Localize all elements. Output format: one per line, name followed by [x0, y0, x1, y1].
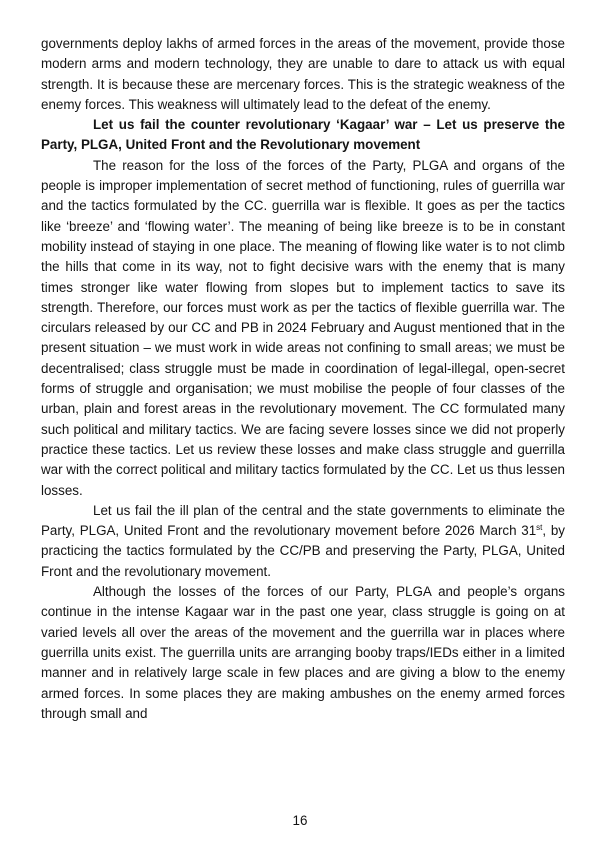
paragraph-text: Let us fail the ill plan of the central and the state governments to eliminate the Party, PLGA, United Front and the revolutionary movement before 2026 March 31 — [41, 502, 565, 539]
ordinal-superscript: st — [536, 523, 543, 533]
body-paragraph: Although the losses of the forces of our Party, PLGA and people’s organs continue in the intense Kagaar war in the past one year, class struggle is going on at varied levels all over the areas of the movement and the guerrilla war in places where guerrilla units exist. The guerrilla units are arranging booby traps/IEDs either in a limited manner and in relatively large scale in few places and are giving a blow to the enemy armed forces. In some places they are making ambushes on the enemy armed forces through small and — [41, 584, 565, 721]
paragraph-text: , by practicing the tactics formulated by the CC/PB and preserving the Party, PLGA, United Front and the revolutionary movement. — [41, 523, 565, 579]
body-paragraph: The reason for the loss of the forces of the Party, PLGA and organs of the people is improper implementation of secret method of functioning, rules of guerrilla war and the tactics formulated by the CC. guerrilla war is flexible. It goes as per the tactics like ‘breeze’ and ‘flowing water’. The meaning of being like breeze is to be in constant mobility instead of staying in one place. The meaning of flowing like water is to not climb the hills that come in its way, not to fight decisive wars with the enemy that is many times stronger like water flowing from slopes but to implement tactics to save its strength. Therefore, our forces must work as per the tactics of flexible guerrilla war. The circulars released by our CC and PB in 2024 February and August mentioned that in the present situation – we must work in wide areas not confining to small areas; we must be decentralised; class struggle must be made in coordination of legal-illegal, open-secret forms of struggle and organisation; we must mobilise the people of four classes of the urban, plain and forest areas in the revolutionary movement. The CC formulated many such political and military tactics. We are facing severe losses since we did not properly practice these tactics. Let us review these losses and make class struggle and guerrilla war with the correct political and military tactics formulated by the CC. Let us thus lessen losses. — [41, 157, 565, 498]
body-paragraph — [41, 501, 565, 582]
body-paragraph: governments deploy lakhs of armed forces in the areas of the movement, provide those modern arms and modern technology, they are unable to dare to attack us with equal strength. It is because these are mercenary forces. This is the strategic weakness of the enemy forces. This weakness will ultimately lead to the defeat of the enemy. — [41, 36, 565, 112]
page-number: 16 — [292, 813, 308, 828]
document-page — [41, 34, 565, 724]
section-heading: Let us fail the counter revolutionary ‘Kagaar’ war – Let us preserve the Party, PLGA, United Front and the Revolutionary movement — [41, 117, 565, 153]
